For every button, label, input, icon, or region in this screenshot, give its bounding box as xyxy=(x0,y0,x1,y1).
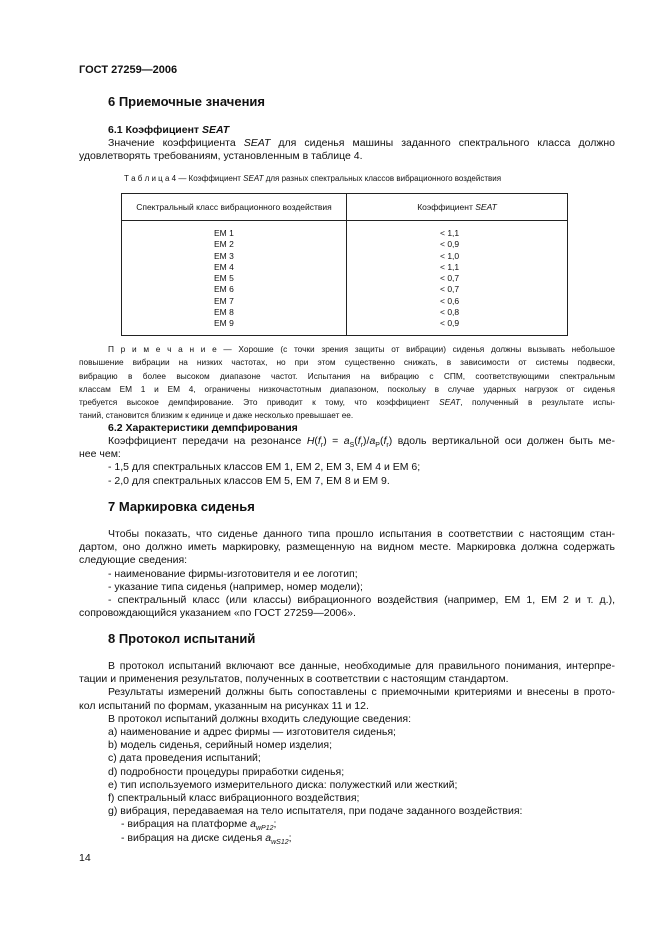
table-cell-value xyxy=(347,307,568,318)
subscript: wS12 xyxy=(271,838,289,846)
note-line: вибрацию в более высоком диапазоне частот. Испытания на вибрацию с СПМ, соответствующими спектральным xyxy=(79,370,615,381)
cell-text: ЕМ 1 xyxy=(214,228,234,238)
subscript: wP12 xyxy=(255,825,274,833)
table-cell-value xyxy=(347,296,568,307)
list-item: f) спектральный класс вибрационного воздействия; xyxy=(108,792,360,805)
table-header-seat xyxy=(347,194,568,221)
table-cell-class xyxy=(122,273,347,284)
list-item: - 2,0 для спектральных классов ЕМ 5, ЕМ 7, ЕМ 8 и ЕМ 9. xyxy=(108,474,390,487)
table-cell-value xyxy=(347,273,568,284)
text-fragment: f xyxy=(383,435,387,447)
subsection-6-2-text xyxy=(79,435,615,488)
section-6-title: 6 Приемочные значения xyxy=(108,94,266,109)
text-fragment: )/ xyxy=(363,435,370,447)
standard-header: ГОСТ 27259—2006 xyxy=(79,64,178,76)
list-item: c) дата проведения испытаний; xyxy=(108,752,261,765)
subsection-6-2-title: 6.2 Характеристики демпфирования xyxy=(108,422,298,434)
text-line: сопровождающийся указанием «по ГОСТ 27259—2006». xyxy=(79,607,356,620)
text-fragment: для сиденья машины заданного спектрального класса должно xyxy=(270,137,615,149)
text-line: удовлетворять требованиям, установленным в таблице 4. xyxy=(79,150,363,163)
text-fragment: ( xyxy=(354,435,358,447)
text-fragment: Значение коэффициента xyxy=(108,137,244,149)
table-row xyxy=(122,251,568,262)
cell-text: ЕМ 2 xyxy=(214,239,234,250)
subscript: r xyxy=(320,442,324,449)
caption-fragment: Т а б л и ц а 4 — Коэффициент xyxy=(124,174,244,183)
text-fragment: - вибрация на диске сиденья xyxy=(121,831,266,844)
text-fragment: ( xyxy=(379,435,384,447)
table-row xyxy=(122,239,568,250)
cell-text: ЕМ 3 xyxy=(214,250,234,261)
table-cell-class xyxy=(122,262,347,273)
cell-text: ЕМ 7 xyxy=(214,295,234,306)
list-item: a) наименование и адрес фирмы — изготовителя сиденья; xyxy=(108,726,396,739)
note-line xyxy=(79,396,615,409)
list-item: g) вибрация, передаваемая на тело испытателя, при подаче заданного воздействия: xyxy=(108,805,523,818)
subsection-6-1-title xyxy=(108,124,229,136)
formula-line xyxy=(79,435,615,448)
table-cell-value xyxy=(347,251,568,262)
cell-text: ЕМ 8 xyxy=(214,307,234,318)
text-fragment: ) вдоль вертикальной оси должен быть ме- xyxy=(388,435,616,447)
table-cell-value xyxy=(347,221,568,240)
text-line: Чтобы показать, что сиденье данного типа прошло испытания в соответствии с настоящим стан- xyxy=(108,528,615,540)
section-7-text xyxy=(79,528,615,620)
note-line: классам ЕМ 1 и ЕМ 4, ограничены низкочастотным диапазоном, поскольку в случае ударных нагрузок от сиденья xyxy=(79,383,615,394)
table-cell-class xyxy=(122,221,347,240)
cell-text: < 0,6 xyxy=(440,295,460,306)
table-row xyxy=(122,262,568,273)
cell-text: < 0,9 xyxy=(440,318,460,329)
note-line: таний, становится близким к единице и даже несколько превышает ее. xyxy=(79,410,354,421)
table-cell-value xyxy=(347,239,568,250)
table-cell-class xyxy=(122,296,347,307)
cell-text: < 0,8 xyxy=(440,307,460,318)
table-cell-value xyxy=(347,284,568,295)
text-fragment: a xyxy=(343,435,350,447)
text-fragment: SEAT xyxy=(243,137,271,149)
text-line: нее чем: xyxy=(79,448,121,461)
table-row xyxy=(122,284,568,295)
subscript: P xyxy=(375,442,380,449)
cell-text: ЕМ 6 xyxy=(214,284,234,295)
text-fragment: a xyxy=(265,831,272,844)
note-fragment: требуется высокое демпфирование. Это приводит к тому, что коэффициент xyxy=(79,397,440,408)
section-7-title: 7 Маркировка сиденья xyxy=(108,499,255,514)
subscript: S xyxy=(349,442,355,449)
cell-text: < 1,1 xyxy=(440,261,460,272)
table-4-caption xyxy=(124,174,501,183)
list-item: - наименование фирмы-изготовителя и ее логотип; xyxy=(108,567,358,580)
section-8-title: 8 Протокол испытаний xyxy=(108,631,256,646)
section-8-text xyxy=(79,660,615,845)
text-line: следующие сведения: xyxy=(79,554,188,567)
table-4 xyxy=(121,193,568,336)
caption-fragment: SEAT xyxy=(243,174,264,183)
table-cell-class xyxy=(122,318,347,335)
sub-list-item xyxy=(79,818,615,831)
text-fragment: a xyxy=(369,435,376,447)
subscript: r xyxy=(386,442,389,449)
text-line: дартом, оно должно иметь маркировку, размещенную на видном месте. Маркировка должна содержать xyxy=(79,541,615,554)
table-cell-class xyxy=(122,284,347,295)
text-fragment: a xyxy=(250,818,256,831)
cell-text: ЕМ 9 xyxy=(214,318,234,329)
table-cell-value xyxy=(347,262,568,273)
subsection-6-1-text xyxy=(79,137,615,163)
text-line: Результаты измерений должны быть сопоставлены с приемочными критериями и внесены в прото- xyxy=(108,686,615,699)
cell-text: < 0,9 xyxy=(440,239,460,250)
list-item: d) подробности процедуры приработки сиденья; xyxy=(108,765,345,778)
list-item: b) модель сиденья, серийный номер изделия; xyxy=(108,739,332,752)
sub-list-item xyxy=(79,832,615,845)
note-fragment: SEAT xyxy=(439,397,461,408)
subsection-6-1-prefix: 6.1 Коэффициент xyxy=(108,124,202,136)
list-item: e) тип используемого измерительного диска: полужесткий или жесткий; xyxy=(108,778,458,791)
table-row xyxy=(122,296,568,307)
text-fragment: f xyxy=(357,435,361,447)
note-line: П р и м е ч а н и е — Хорошие (с точки зрения защиты от вибрации) сиденья должны вызывать небольшое xyxy=(108,344,615,354)
text-fragment: H xyxy=(306,435,315,447)
text-line: тации и применения результатов, полученных в соответствии с настоящим стандартом. xyxy=(79,673,509,686)
table-cell-class xyxy=(122,239,347,250)
text-line xyxy=(79,137,615,150)
subsection-6-1-italic: SEAT xyxy=(201,124,230,136)
table-row xyxy=(122,273,568,284)
table-row xyxy=(122,221,568,240)
text-line: В протокол испытаний должны входить следующие сведения: xyxy=(108,712,411,725)
cell-text: ЕМ 4 xyxy=(214,261,234,272)
table-cell-class xyxy=(122,307,347,318)
table-header-class: Спектральный класс вибрационного воздействия xyxy=(122,194,347,221)
text-fragment: - вибрация на платформе xyxy=(121,818,251,831)
table-row xyxy=(122,307,568,318)
caption-fragment: для разных спектральных классов вибрационного воздействия xyxy=(263,174,502,183)
cell-text: < 1,1 xyxy=(440,228,460,238)
header-fragment: SEAT xyxy=(475,202,497,212)
note-fragment: , полученный в результате испы- xyxy=(460,397,616,408)
table-row xyxy=(122,318,568,335)
cell-text: < 0,7 xyxy=(440,273,460,284)
text-fragment: Коэффициент передачи на резонансе xyxy=(108,435,307,447)
note-paragraph xyxy=(79,343,615,423)
text-line: кол испытаний по формам, указанным на рисунках 11 и 12. xyxy=(79,699,369,712)
cell-text: ЕМ 5 xyxy=(214,273,234,284)
text-fragment: ; xyxy=(273,818,277,831)
cell-text: < 0,7 xyxy=(440,284,460,295)
header-fragment: Коэффициент xyxy=(417,202,476,212)
cell-text: < 1,0 xyxy=(440,250,460,261)
note-line: повышение вибрации на низких частотах, но при этом существенно снижать, в зависимости от системы подвески, xyxy=(79,357,615,368)
subscript: r xyxy=(360,442,364,449)
table-cell-class xyxy=(122,251,347,262)
text-line: В протокол испытаний включают все данные, необходимые для правильного понимания, интерпре- xyxy=(108,660,615,672)
page-number: 14 xyxy=(79,852,91,864)
list-item: - указание типа сиденья (например, номер модели); xyxy=(108,580,363,593)
text-fragment: ; xyxy=(288,831,292,844)
table-cell-value xyxy=(347,318,568,335)
text-fragment: ) = xyxy=(323,435,344,447)
text-fragment: f xyxy=(317,435,321,447)
text-fragment: ( xyxy=(314,435,318,447)
list-item: - 1,5 для спектральных классов ЕМ 1, ЕМ 2, ЕМ 3, ЕМ 4 и ЕМ 6; xyxy=(108,461,421,474)
list-item: - спектральный класс (или классы) вибрационного воздействия (например, ЕМ 1, ЕМ 2 и т. д.), xyxy=(108,594,615,607)
